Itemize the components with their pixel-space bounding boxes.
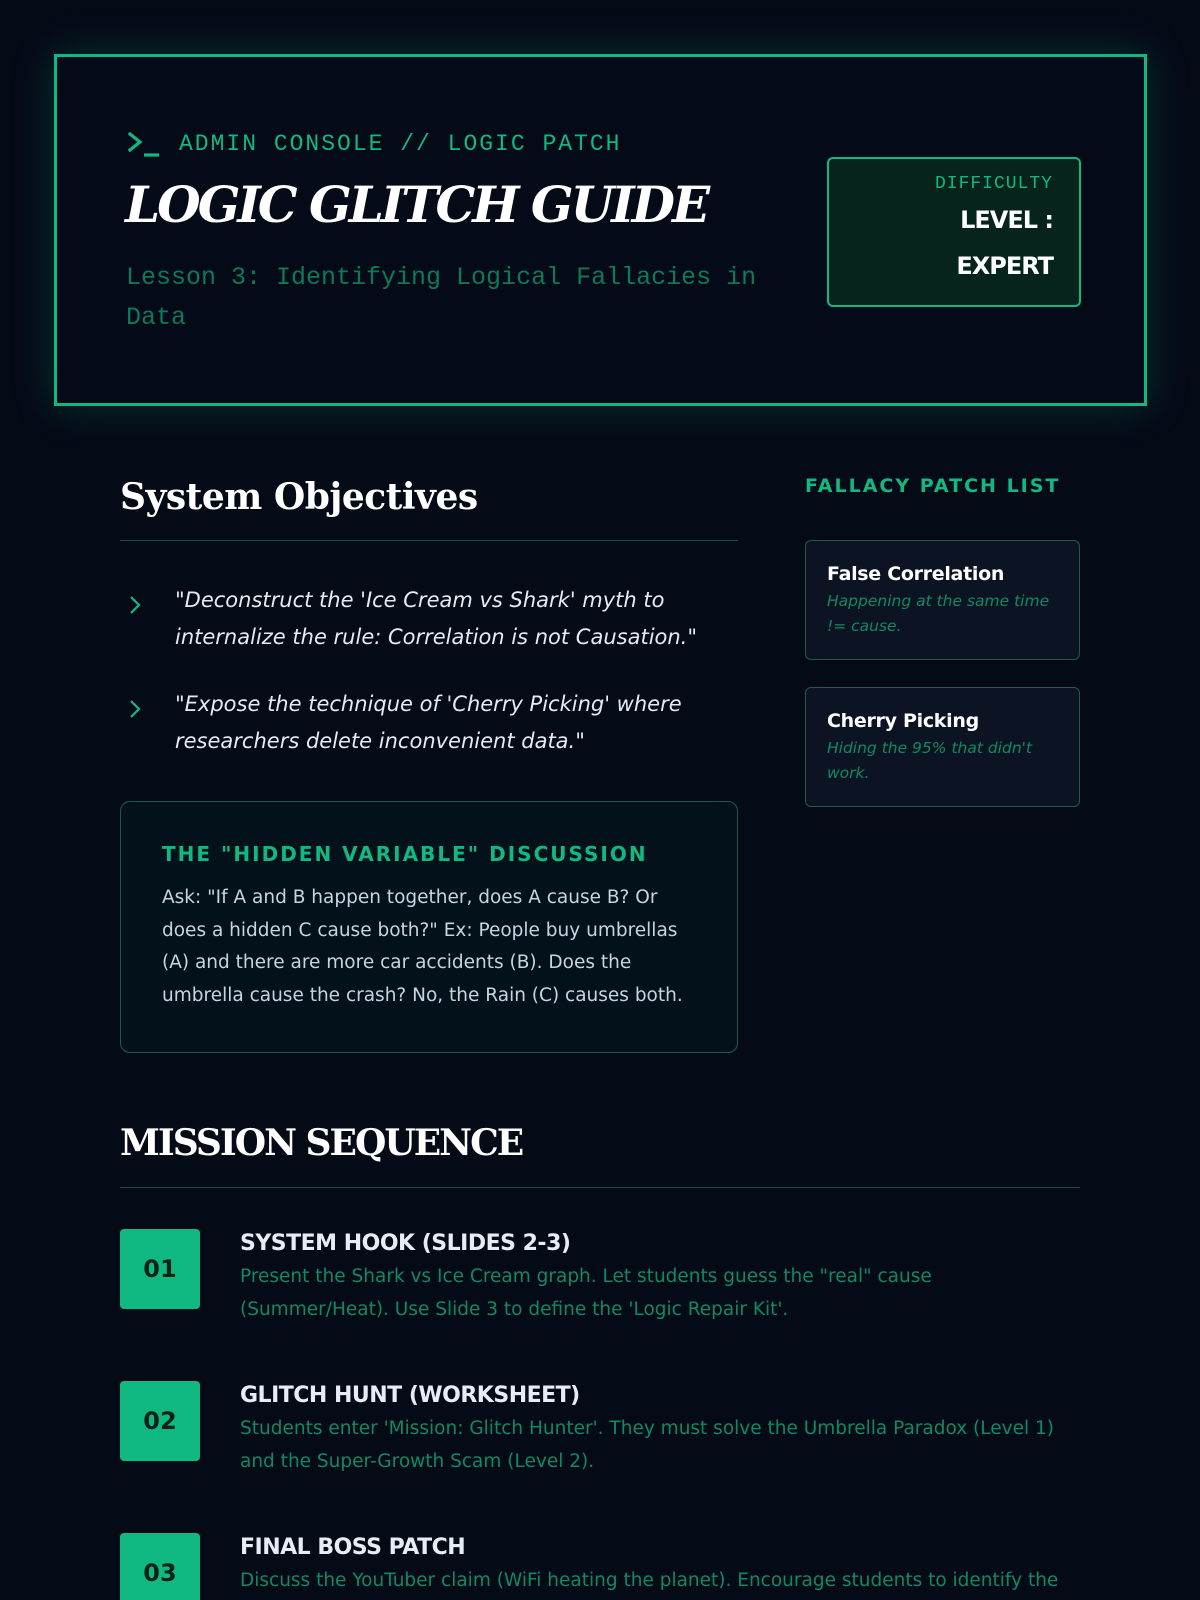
callout-title: THE "HIDDEN VARIABLE" DISCUSSION (162, 842, 648, 866)
patch-description: Hiding the 95% that didn't work. (827, 739, 1032, 782)
patch-card-cherry-picking (805, 687, 1080, 807)
patch-card-false-correlation (805, 540, 1080, 660)
step-number-badge: 01 (120, 1229, 200, 1309)
objective-item (120, 582, 738, 656)
objectives-divider (120, 540, 738, 541)
mission-sequence-heading: MISSION SEQUENCE (120, 1122, 523, 1164)
patch-name: False Correlation (827, 563, 1005, 585)
step-description: Students enter 'Mission: Glitch Hunter'. They must solve the Umbrella Paradox (Level 1) and the Super-Growth Scam (Level 2). (240, 1418, 1054, 1472)
objectives-heading: System Objectives (120, 476, 478, 518)
objective-item (120, 686, 738, 760)
difficulty-level-line2: EXPERT (956, 252, 1053, 280)
step-title: GLITCH HUNT (WORKSHEET) (240, 1383, 580, 1408)
difficulty-label: DIFFICULTY (934, 174, 1053, 194)
terminal-prompt-icon (127, 129, 161, 159)
chevron-right-icon (120, 582, 175, 656)
step-number-badge: 03 (120, 1533, 200, 1600)
difficulty-level-line1: LEVEL : (960, 206, 1053, 234)
step-description: Present the Shark vs Ice Cream graph. Let students guess the "real" cause (Summer/Heat). Use Slide 3 to define the 'Logic Repair Kit'. (240, 1266, 932, 1320)
objective-text: "Deconstruct the 'Ice Cream vs Shark' myth to internalize the rule: Correlation is not Causation." (175, 588, 698, 649)
hidden-variable-callout (120, 801, 738, 1053)
difficulty-badge (827, 157, 1081, 307)
patch-list-heading: FALLACY PATCH LIST (805, 475, 1061, 497)
page-title: LOGIC GLITCH GUIDE (125, 175, 708, 234)
header-card (54, 54, 1147, 406)
step-description: Discuss the YouTuber claim (WiFi heating the planet). Encourage students to identify the (240, 1570, 1059, 1591)
step-number-badge: 02 (120, 1381, 200, 1461)
step-title: FINAL BOSS PATCH (240, 1535, 466, 1560)
chevron-right-icon (120, 686, 175, 760)
lesson-subtitle: Lesson 3: Identifying Logical Fallacies in Data (126, 263, 757, 332)
callout-body: Ask: "If A and B happen together, does A cause B? Or does a hidden C cause both?" Ex: People buy umbrellas (A) and there are more car accidents (B). Does the umbrella cause the crash? No, the Rain (C) causes both. (162, 887, 683, 1006)
console-label-row (127, 129, 621, 159)
patch-description: Happening at the same time != cause. (827, 592, 1050, 635)
console-label: ADMIN CONSOLE // LOGIC PATCH (179, 131, 622, 157)
patch-name: Cherry Picking (827, 710, 979, 732)
objective-text: "Expose the technique of 'Cherry Picking' where researchers delete inconvenient data." (175, 692, 682, 753)
mission-divider (120, 1187, 1080, 1188)
step-title: SYSTEM HOOK (SLIDES 2-3) (240, 1231, 571, 1256)
